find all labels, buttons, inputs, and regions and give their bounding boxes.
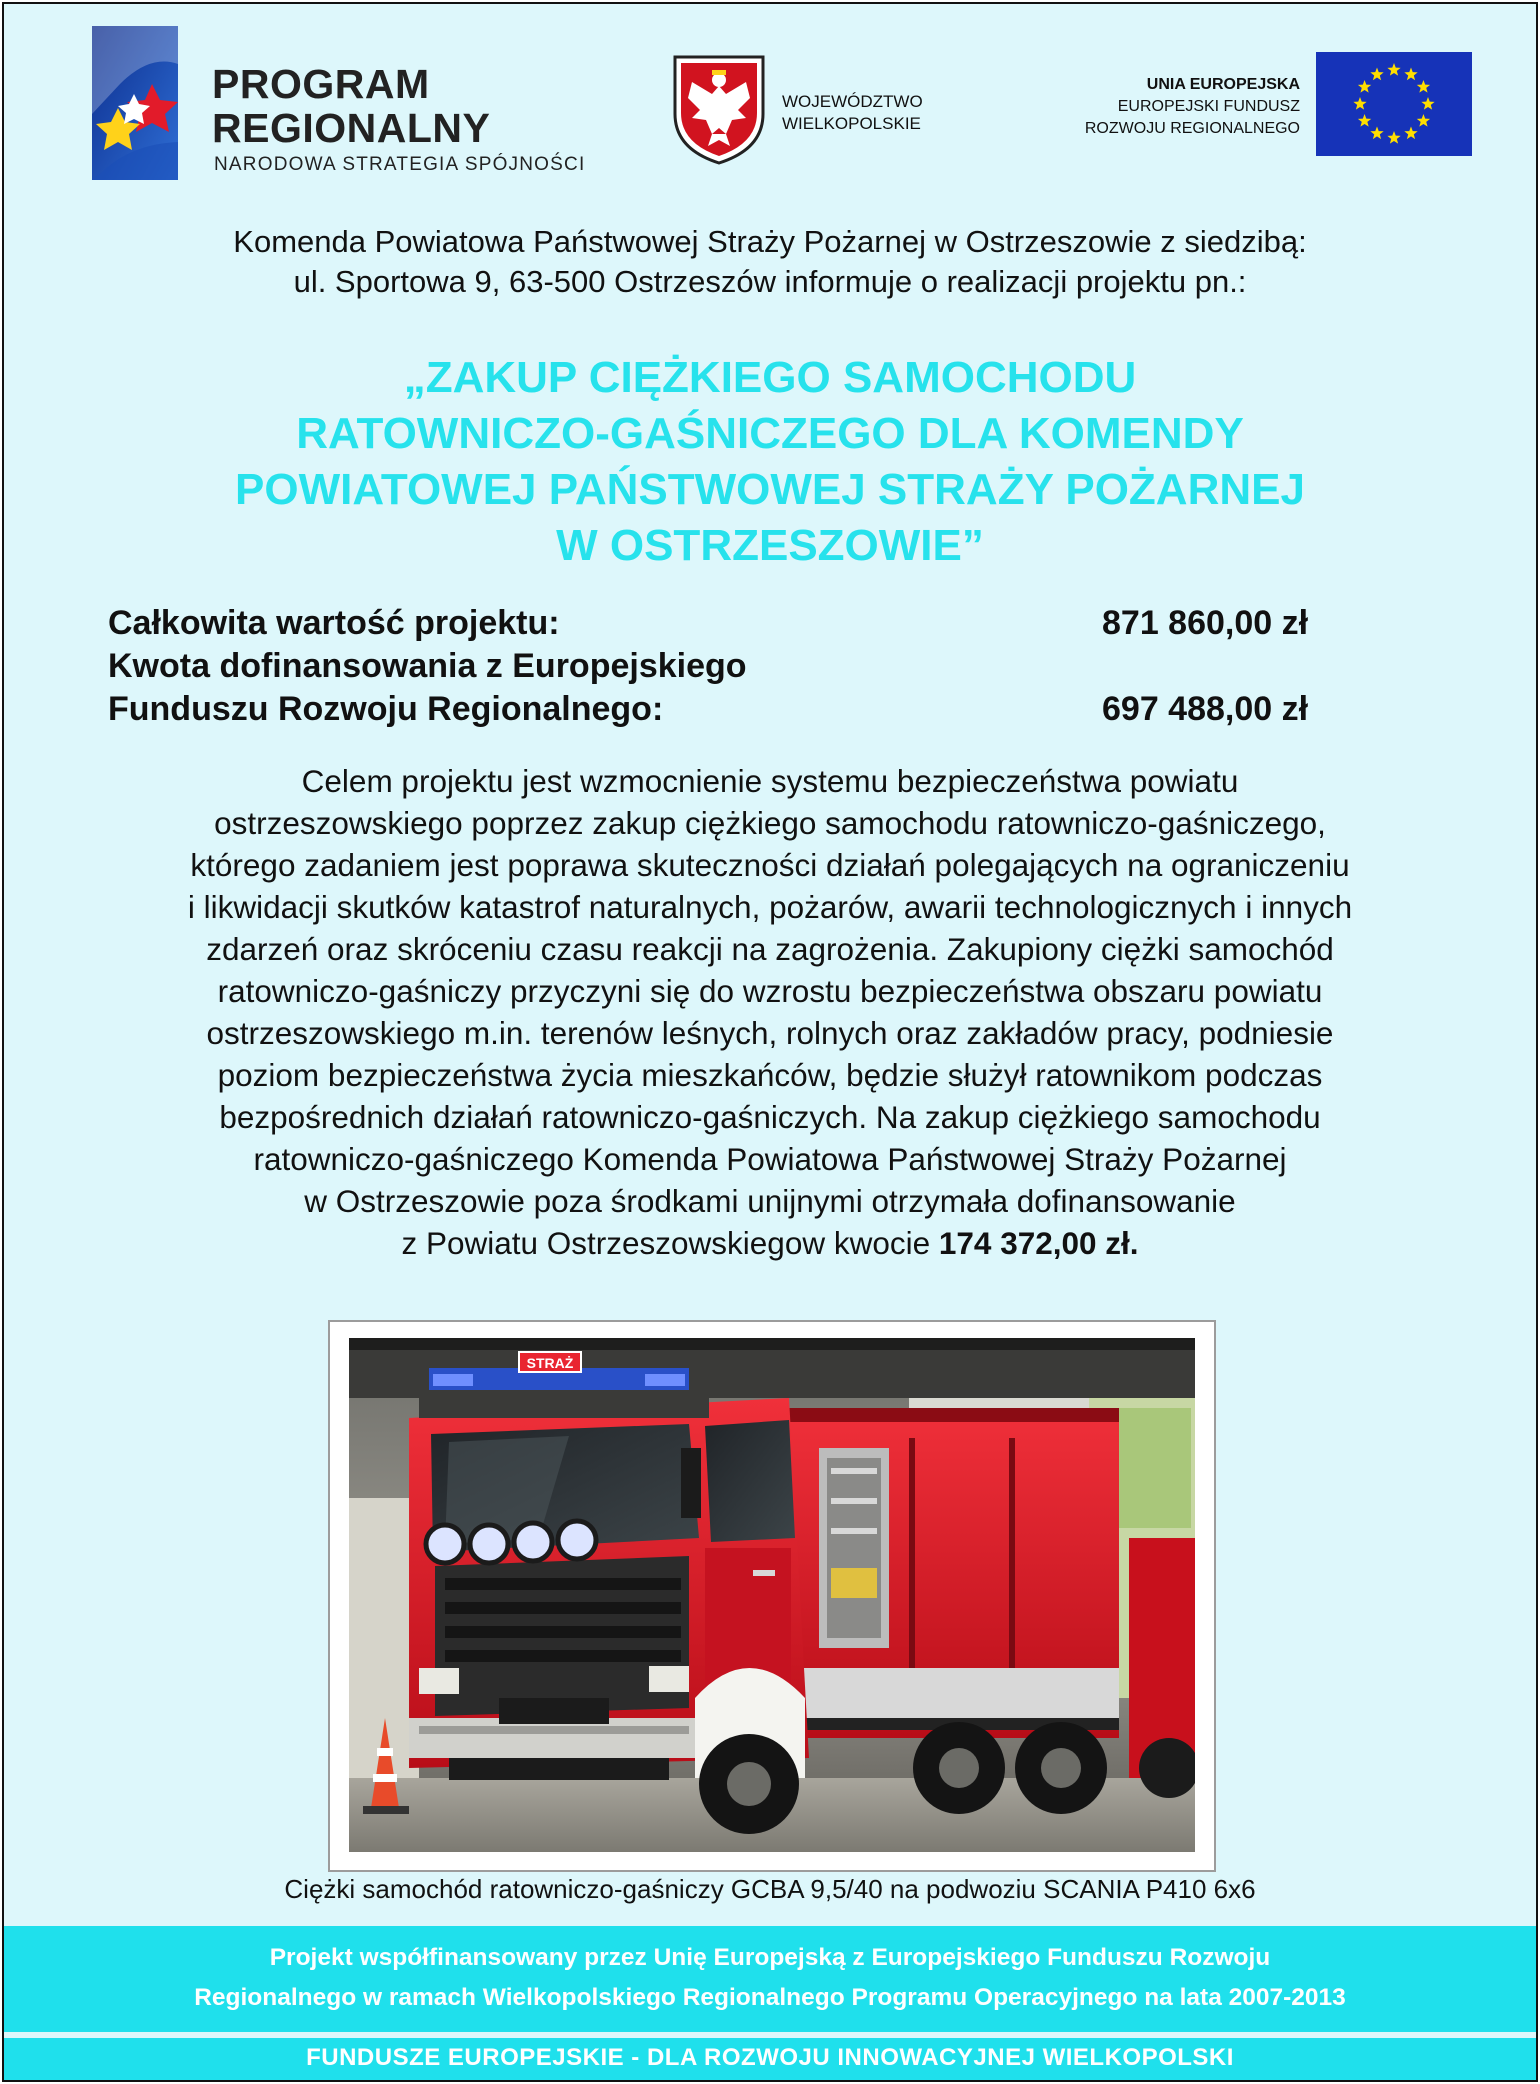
title-line2: RATOWNICZO-GAŚNICZEGO DLA KOMENDY xyxy=(296,409,1244,458)
eu-flag-icon xyxy=(1316,52,1472,156)
intro-line2: ul. Sportowa 9, 63-500 Ostrzeszów informuje o realizacji projektu pn.: xyxy=(293,264,1247,299)
poster xyxy=(2,2,1538,2082)
fire-truck-photo xyxy=(349,1338,1195,1852)
eu-logo-line1: UNIA EUROPEJSKA xyxy=(1146,76,1300,93)
program-logo-line2: REGIONALNY xyxy=(212,105,491,151)
description-line: którego zadaniem jest poprawa skuteczności działań polegających na ograniczeniu xyxy=(190,847,1350,883)
total-value-label: Całkowita wartość projektu: xyxy=(108,604,560,642)
description-line: w Ostrzeszowie poza środkami unijnymi otrzymała dofinansowanie xyxy=(304,1183,1236,1219)
cofinancing-label-line1: Kwota dofinansowania z Europejskiego xyxy=(108,647,747,685)
cofinancing-footer xyxy=(4,1926,1536,2032)
footer-slogan: FUNDUSZE EUROPEJSKIE - DLA ROZWOJU INNOWACYJNEJ WIELKOPOLSKI xyxy=(306,2044,1234,2071)
title-line4: W OSTRZESZOWIE” xyxy=(556,521,984,570)
intro-line1: Komenda Powiatowa Państwowej Straży Pożarnej w Ostrzeszowie z siedzibą: xyxy=(233,224,1307,259)
region-logo-line2: WIELKOPOLSKIE xyxy=(782,114,921,133)
program-regionalny-flag-icon xyxy=(90,24,180,182)
program-logo-line1: PROGRAM xyxy=(212,61,430,107)
description-line: ratowniczo-gaśniczego Komenda Powiatowa Państwowej Straży Pożarnej xyxy=(253,1141,1287,1177)
description-line: zdarzeń oraz skróceniu czasu reakcji na zagrożenia. Zakupiony ciężki samochód xyxy=(206,931,1334,967)
project-description xyxy=(4,760,1536,1264)
description-line: i likwidacji skutków katastrof naturalnych, pożarów, awarii technologicznych i innych xyxy=(187,889,1353,925)
wielkopolskie-logo xyxy=(672,54,972,184)
project-title xyxy=(4,350,1536,574)
eu-logo-line2: EUROPEJSKI FUNDUSZ xyxy=(1117,98,1300,115)
photo-caption: Ciężki samochód ratowniczo-gaśniczy GCBA 9,5/40 na podwoziu SCANIA P410 6x6 xyxy=(284,1874,1256,1904)
photo-frame xyxy=(328,1320,1216,1872)
program-regionalny-logo xyxy=(90,24,610,184)
total-value: 871 860,00 zł xyxy=(1102,604,1309,642)
description-last-text: z Powiatu Ostrzeszowskiegow kwocie xyxy=(401,1225,939,1261)
region-logo-line1: WOJEWÓDZTWO xyxy=(782,92,923,111)
program-logo-line3: NARODOWA STRATEGIA SPÓJNOŚCI xyxy=(214,154,586,175)
description-line: ratowniczo-gaśniczy przyczyni się do wzrostu bezpieczeństwa obszaru powiatu xyxy=(217,973,1323,1009)
description-line: ostrzeszowskiego m.in. terenów leśnych, rolnych oraz zakładów pracy, podniesie xyxy=(206,1015,1334,1051)
cofinancing-label-line2: Funduszu Rozwoju Regionalnego: xyxy=(108,690,664,728)
title-line3: POWIATOWEJ PAŃSTWOWEJ STRAŻY POŻARNEJ xyxy=(235,465,1305,514)
title-line1: „ZAKUP CIĘŻKIEGO SAMOCHODU xyxy=(403,353,1137,402)
description-line: Celem projektu jest wzmocnienie systemu bezpieczeństwa powiatu xyxy=(301,763,1239,799)
footer-line1: Projekt współfinansowany przez Unię Europejską z Europejskiego Funduszu Rozwoju xyxy=(269,1944,1271,1971)
description-line: bezpośrednich działań ratowniczo-gaśniczych. Na zakup ciężkiego samochodu xyxy=(219,1099,1321,1135)
intro-text xyxy=(4,222,1536,302)
cab-sign-text: STRAŻ xyxy=(526,1355,574,1371)
description-last-line xyxy=(4,1222,1536,1264)
cofinancing-value: 697 488,00 zł xyxy=(1102,690,1309,728)
eu-logo-line3: ROZWOJU REGIONALNEGO xyxy=(1084,120,1300,137)
eagle-shield-icon xyxy=(672,54,766,166)
eu-logo xyxy=(1032,52,1472,162)
description-line: ostrzeszowskiego poprzez zakup ciężkiego samochodu ratowniczo-gaśniczego, xyxy=(214,805,1326,841)
powiat-amount: 174 372,00 zł. xyxy=(938,1225,1139,1261)
slogan-footer xyxy=(4,2038,1536,2080)
description-line: poziom bezpieczeństwa życia mieszkańców, będzie służył ratownikom podczas xyxy=(217,1057,1323,1093)
footer-line2: Regionalnego w ramach Wielkopolskiego Regionalnego Programu Operacyjnego na lata 2007-2013 xyxy=(194,1984,1346,2011)
